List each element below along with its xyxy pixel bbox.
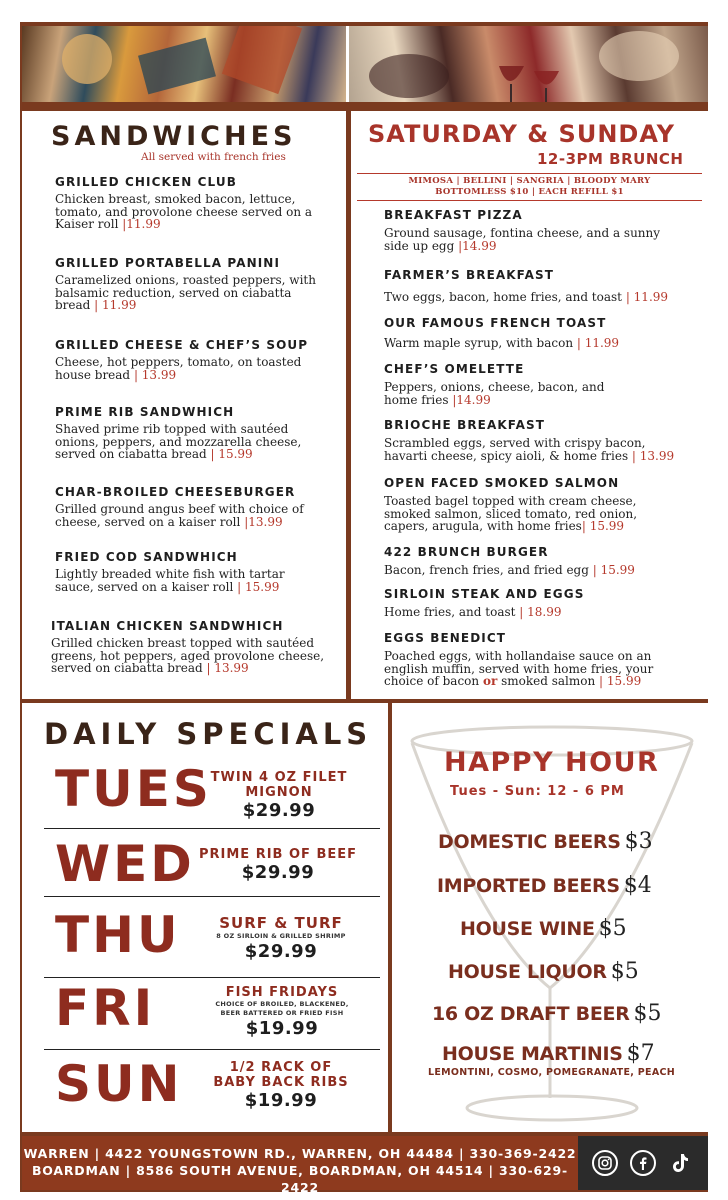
special-price: $19.99 <box>244 1090 318 1111</box>
item-price: | 15.99 <box>581 519 625 533</box>
list-item <box>55 485 325 528</box>
special-note: CHOICE OF BROILED, BLACKENED, BEER BATTERED OR FRIED FISH <box>215 1000 349 1017</box>
item-name: 422 BRUNCH BURGER <box>384 545 549 559</box>
special-name: 1/2 RACK OF BABY BACK RIBS <box>213 1060 349 1090</box>
item-name: CHEF’S OMELETTE <box>384 362 525 376</box>
item-name: GRILLED PORTABELLA PANINI <box>55 256 281 270</box>
list-item <box>384 362 624 406</box>
happy-hour-item <box>442 1041 655 1066</box>
list-item <box>384 631 674 688</box>
drink-price: $5 <box>598 916 627 941</box>
item-name: OUR FAMOUS FRENCH TOAST <box>384 316 607 330</box>
happy-hour-panel <box>392 703 708 1132</box>
list-item <box>384 418 689 462</box>
special-day: FRI <box>55 979 156 1037</box>
item-name: FARMER’S BREAKFAST <box>384 268 555 282</box>
item-name: CHAR-BROILED CHEESEBURGER <box>55 485 296 499</box>
item-name: SIRLOIN STEAK AND EGGS <box>384 587 585 601</box>
special-price: $29.99 <box>242 800 316 821</box>
special-price: $29.99 <box>244 941 318 962</box>
location-warren: WARREN | 4422 YOUNGSTOWN RD., WARREN, OH 44484 | 330-369-2422 <box>23 1146 577 1161</box>
special-note: 8 OZ SIRLOIN & GRILLED SHRIMP <box>216 932 346 940</box>
special-name: PRIME RIB OF BEEF <box>198 847 357 862</box>
special-name: FISH FRIDAYS <box>225 985 339 1000</box>
special-item <box>204 770 354 822</box>
item-price: | 11.99 <box>625 290 669 304</box>
martini-flavors: LEMONTINI, COSMO, POMEGRANATE, PEACH <box>428 1067 675 1078</box>
item-price: | 18.99 <box>519 605 562 619</box>
item-price: | 13.99 <box>631 448 675 463</box>
item-desc: Ground sausage, fontina cheese, and a sunny side up egg |14.99 <box>384 226 661 253</box>
special-name: TWIN 4 OZ FILET MIGNON <box>210 770 348 800</box>
item-desc: Toasted bagel topped with cream cheese, smoked salmon, sliced tomato, red onion, capers, arugula, with home fries| 15.99 <box>384 494 638 533</box>
item-name: GRILLED CHICKEN CLUB <box>55 175 237 189</box>
special-item <box>208 985 356 1040</box>
item-price: | 13.99 <box>133 367 177 382</box>
drink-name: HOUSE WINE <box>460 918 595 940</box>
sandwiches-title: SANDWICHES <box>51 121 297 152</box>
divider <box>44 977 380 978</box>
list-item <box>55 405 325 461</box>
list-item <box>384 316 694 350</box>
list-item <box>55 338 309 382</box>
item-desc: Grilled ground angus beef with choice of cheese, served on a kaiser roll |13.99 <box>55 502 304 529</box>
item-price: |14.99 <box>458 238 497 253</box>
banner-art-right <box>349 26 708 102</box>
item-desc: Warm maple syrup, with bacon | 11.99 <box>384 336 620 350</box>
drink-price: $5 <box>633 1001 662 1026</box>
happy-hour-item <box>437 873 652 898</box>
item-desc: Home fries, and toast | 18.99 <box>384 605 562 619</box>
item-price: |14.99 <box>452 392 491 407</box>
daily-specials-title: DAILY SPECIALS <box>44 717 373 751</box>
special-day: WED <box>55 835 195 893</box>
item-desc: Shaved prime rib topped with sautéed onions, peppers, and mozzarella cheese, served on ciabatta bread | 15.99 <box>55 422 302 461</box>
item-desc: Bacon, french fries, and fried egg | 15.99 <box>384 563 635 577</box>
drink-price: $5 <box>610 959 639 984</box>
special-day: SUN <box>55 1055 183 1113</box>
item-name: PRIME RIB SANDWHICH <box>55 405 235 419</box>
drink-price: $3 <box>624 829 653 854</box>
special-day: TUES <box>55 760 212 818</box>
footer-locations <box>22 1136 578 1195</box>
social-links <box>578 1136 708 1190</box>
list-item <box>384 545 684 577</box>
special-item <box>207 914 355 963</box>
special-item <box>206 1060 356 1112</box>
item-price: | 11.99 <box>94 298 137 312</box>
happy-hour-item <box>432 1001 662 1026</box>
list-item <box>384 208 669 252</box>
drink-name: HOUSE MARTINIS <box>442 1043 623 1065</box>
happy-hour-item <box>460 916 627 941</box>
list-item <box>384 476 669 533</box>
list-item <box>55 256 320 312</box>
list-item <box>55 175 320 231</box>
instagram-icon[interactable] <box>592 1150 618 1176</box>
item-desc: Chicken breast, smoked bacon, lettuce, tomato, and provolone cheese served on a Kaiser roll |11.99 <box>55 192 313 231</box>
item-price: | 15.99 <box>210 447 253 461</box>
list-item <box>51 619 331 675</box>
banner-artwork <box>22 26 708 102</box>
brunch-title: SATURDAY & SUNDAY <box>368 120 675 148</box>
item-price: | 13.99 <box>206 661 249 675</box>
sandwiches-subtitle: All served with french fries <box>141 151 286 163</box>
item-price: | 11.99 <box>576 336 620 350</box>
item-name: BRIOCHE BREAKFAST <box>384 418 546 432</box>
item-name: EGGS BENEDICT <box>384 631 507 645</box>
brunch-hours: 12-3PM BRUNCH <box>537 150 684 168</box>
location-boardman: BOARDMAN | 8586 SOUTH AVENUE, BOARDMAN, OH 44514 | 330-629-2422 <box>31 1163 568 1195</box>
item-desc: Two eggs, bacon, home fries, and toast | 11.99 <box>384 290 669 304</box>
item-desc: Poached eggs, with hollandaise sauce on an english muffin, served with home fries, your choice of bacon or smoked salmon | 15.99 <box>384 649 654 688</box>
happy-hour-item <box>448 959 639 984</box>
item-price: | 15.99 <box>592 563 635 577</box>
list-item <box>384 268 694 304</box>
tiktok-icon[interactable] <box>668 1150 694 1176</box>
item-desc: Scrambled eggs, served with crispy bacon, havarti cheese, spicy aioli, & home fries | 13.99 <box>384 436 675 463</box>
item-name: ITALIAN CHICKEN SANDWHICH <box>51 619 284 633</box>
happy-hour-time: Tues - Sun: 12 - 6 PM <box>450 784 625 799</box>
item-desc: Lightly breaded white fish with tartar sauce, served on a kaiser roll | 15.99 <box>55 567 285 594</box>
wine-glasses-art <box>349 26 708 102</box>
divider <box>44 896 380 897</box>
item-price: |11.99 <box>122 217 161 231</box>
brunch-drink-specials <box>357 173 702 201</box>
item-name: FRIED COD SANDWHICH <box>55 550 238 564</box>
banner-art-left <box>22 26 349 102</box>
sandwiches-panel <box>22 111 346 699</box>
item-name: OPEN FACED SMOKED SALMON <box>384 476 620 490</box>
special-day: THU <box>55 906 181 964</box>
special-price: $19.99 <box>245 1018 319 1039</box>
special-item <box>197 847 359 884</box>
item-desc: Caramelized onions, roasted peppers, with balsamic reduction, served on ciabatta bread | 11.99 <box>55 273 316 312</box>
special-price: $29.99 <box>241 862 315 883</box>
brunch-panel <box>351 111 708 699</box>
special-name: SURF & TURF <box>219 914 343 932</box>
drink-price: $4 <box>623 873 652 898</box>
item-name: GRILLED CHEESE & CHEF’S SOUP <box>55 338 309 352</box>
item-price: |13.99 <box>244 514 283 529</box>
daily-specials-panel <box>22 703 388 1132</box>
drink-price: $7 <box>626 1041 655 1066</box>
item-desc: Grilled chicken breast topped with sautéed greens, hot peppers, aged provolone cheese, served on ciabatta bread | 13.99 <box>51 636 325 675</box>
divider <box>44 828 380 829</box>
drinks-line: MIMOSA | BELLINI | SANGRIA | BLOODY MARY <box>408 176 651 186</box>
drink-name: 16 OZ DRAFT BEER <box>432 1003 630 1025</box>
list-item <box>384 587 684 619</box>
divider <box>44 1049 380 1050</box>
item-name: BREAKFAST PIZZA <box>384 208 523 222</box>
happy-hour-item <box>438 829 653 854</box>
drinks-line: BOTTOMLESS $10 | EACH REFILL $1 <box>435 187 624 197</box>
drink-name: IMPORTED BEERS <box>437 875 620 897</box>
item-price: | 15.99 <box>599 674 642 688</box>
happy-hour-title: HAPPY HOUR <box>444 747 660 778</box>
drink-name: HOUSE LIQUOR <box>448 961 607 983</box>
drink-name: DOMESTIC BEERS <box>438 831 621 853</box>
item-desc: Cheese, hot peppers, tomato, on toasted house bread | 13.99 <box>55 355 302 382</box>
item-desc: Peppers, onions, cheese, bacon, and home fries |14.99 <box>384 380 605 407</box>
item-price: | 15.99 <box>237 579 280 594</box>
facebook-icon[interactable] <box>630 1150 656 1176</box>
list-item <box>55 550 305 593</box>
